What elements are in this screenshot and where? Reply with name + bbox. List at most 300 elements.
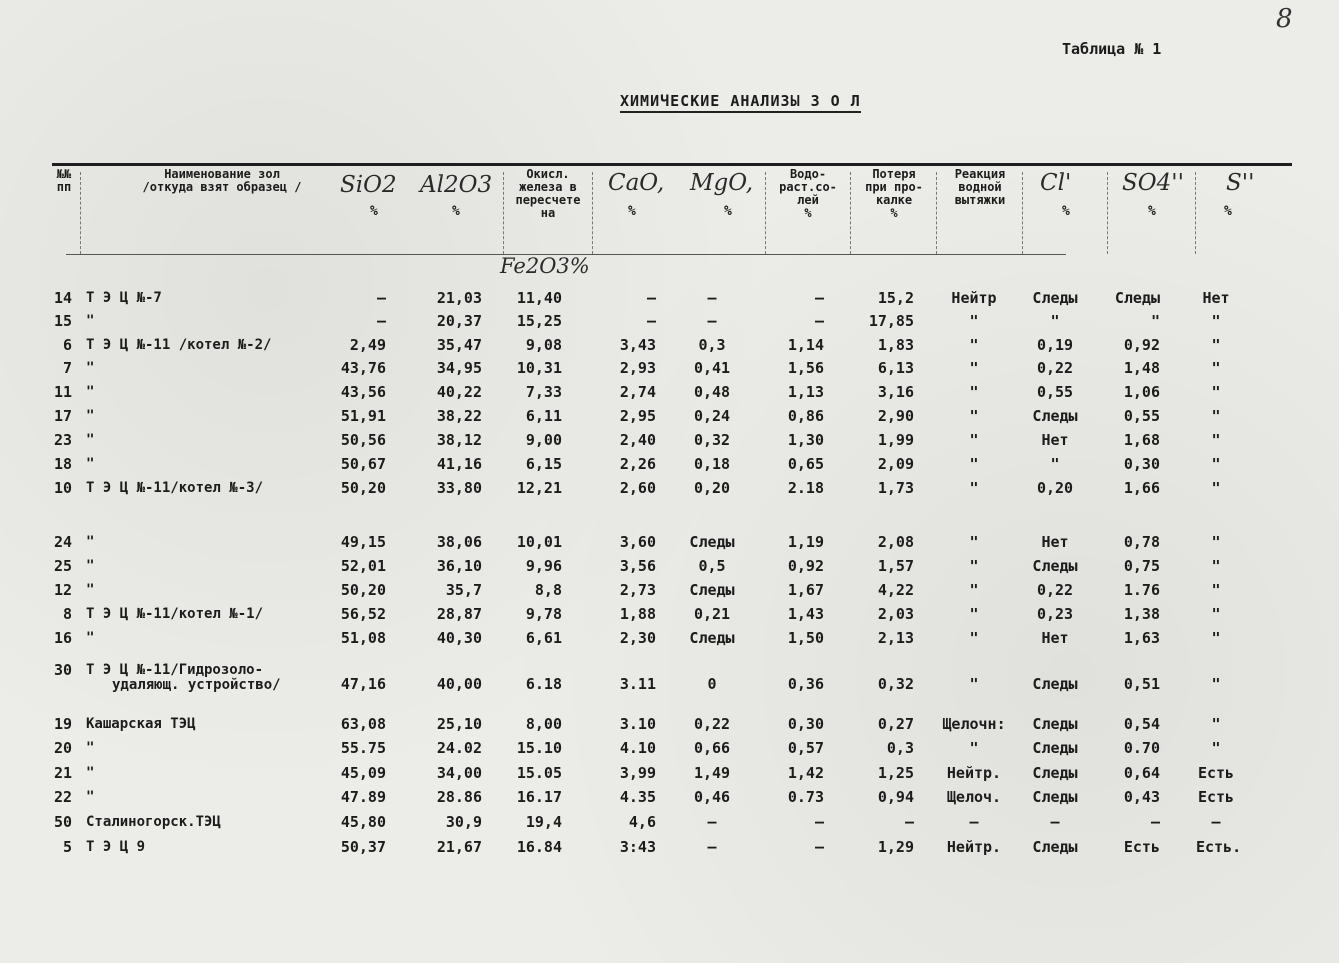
cell-num: 7: [62, 359, 72, 377]
cell-al2o3: 28.86: [436, 788, 482, 806]
cell-name: ": [86, 630, 95, 646]
cell-sio2: 56,52: [340, 605, 386, 623]
cell-cao: 2,74: [619, 383, 656, 401]
cell-name: ": [86, 740, 95, 756]
cell-soluble: 0,65: [787, 455, 824, 473]
cell-s: ": [1211, 533, 1221, 551]
cell-fe: 16.17: [516, 788, 562, 806]
cell-cao: 3,99: [619, 764, 656, 782]
cell-name: Кашарская ТЭЦ: [86, 716, 196, 732]
cell-al2o3: 25,10: [436, 715, 482, 733]
cell-sio2: 50,37: [340, 838, 386, 856]
cell-reaction: ": [969, 312, 979, 330]
cell-so4: 0,30: [1123, 455, 1160, 473]
cell-soluble: 1,56: [787, 359, 824, 377]
cell-soluble: 1,50: [787, 629, 824, 647]
cell-sio2: 47.89: [340, 788, 386, 806]
cell-sio2: 63,08: [340, 715, 386, 733]
header-separator: [1107, 172, 1109, 254]
cell-reaction: ": [969, 431, 979, 449]
cell-name: ": [86, 360, 95, 376]
cell-reaction: —: [969, 813, 979, 831]
pct-s: %: [1224, 204, 1232, 219]
cell-al2o3: 21,67: [436, 838, 482, 856]
cell-s: ": [1211, 336, 1221, 354]
cell-sio2: 2,49: [349, 336, 386, 354]
table-row: [0, 762, 1339, 784]
cell-al2o3: 20,37: [436, 312, 482, 330]
cell-soluble: 1,43: [787, 605, 824, 623]
cell-s: Есть: [1197, 788, 1235, 806]
cell-s: Нет: [1202, 289, 1230, 307]
cell-mgo: 0,5: [698, 557, 726, 575]
cell-cao: 3,60: [619, 533, 656, 551]
cell-name: ": [86, 408, 95, 424]
cell-loss: 1,57: [877, 557, 914, 575]
header-separator: [592, 172, 594, 254]
cell-loss: 17,85: [868, 312, 914, 330]
cell-reaction: ": [969, 479, 979, 497]
header-al2o3: Al2O3: [420, 172, 493, 198]
cell-cl: Следы: [1032, 764, 1078, 782]
cell-mgo: Следы: [689, 629, 735, 647]
cell-cao: —: [646, 289, 656, 307]
cell-cao: 3.11: [619, 675, 656, 693]
cell-num: 25: [53, 557, 72, 575]
cell-sio2: —: [376, 289, 386, 307]
header-separator: [1022, 172, 1024, 254]
cell-num: 17: [53, 407, 72, 425]
cell-soluble: —: [814, 838, 824, 856]
table-row: [0, 786, 1339, 808]
cell-reaction: ": [969, 383, 979, 401]
cell-s: ": [1211, 431, 1221, 449]
cell-name: ": [86, 432, 95, 448]
cell-cl: Следы: [1032, 289, 1078, 307]
cell-soluble: 1,19: [787, 533, 824, 551]
cell-num: 24: [53, 533, 72, 551]
table-row: [0, 659, 1339, 693]
cell-s: ": [1211, 605, 1221, 623]
cell-num: 11: [53, 383, 72, 401]
cell-sio2: 50,56: [340, 431, 386, 449]
cell-so4: 0,64: [1123, 764, 1160, 782]
cell-cao: 3,43: [619, 336, 656, 354]
cell-name: Сталиногорск.ТЭЦ: [86, 814, 221, 830]
cell-soluble: 0,57: [787, 739, 824, 757]
table-row: [0, 627, 1339, 649]
cell-reaction: ": [969, 739, 979, 757]
cell-mgo: Следы: [689, 581, 735, 599]
cell-num: 50: [53, 813, 72, 831]
header-name: Наименование зол /откуда взят образец /: [142, 167, 302, 194]
header-so4: SO4'': [1122, 170, 1184, 196]
cell-reaction: ": [969, 336, 979, 354]
cell-al2o3: 40,22: [436, 383, 482, 401]
cell-num: 21: [53, 764, 72, 782]
cell-soluble: 2.18: [787, 479, 824, 497]
cell-sio2: 49,15: [340, 533, 386, 551]
header-separator: [80, 172, 82, 254]
cell-cao: 2,93: [619, 359, 656, 377]
cell-fe: 7,33: [525, 383, 562, 401]
cell-cao: —: [646, 312, 656, 330]
cell-cl: ": [1050, 312, 1060, 330]
cell-so4: 0,92: [1123, 336, 1160, 354]
cell-sio2: 45,09: [340, 764, 386, 782]
cell-cao: 3.10: [619, 715, 656, 733]
cell-reaction: ": [969, 557, 979, 575]
cell-fe: 11,40: [516, 289, 562, 307]
cell-al2o3: 38,06: [436, 533, 482, 551]
cell-loss: 1,99: [877, 431, 914, 449]
table-row: [0, 381, 1339, 403]
table-label: Таблица № 1: [1062, 40, 1162, 58]
cell-num: 5: [62, 838, 72, 856]
cell-num: 22: [53, 788, 72, 806]
cell-s: ": [1211, 407, 1221, 425]
cell-name: ": [86, 582, 95, 598]
cell-s: ": [1211, 479, 1221, 497]
cell-cl: 0,55: [1036, 383, 1074, 401]
cell-fe: 8,00: [525, 715, 562, 733]
cell-soluble: —: [814, 312, 824, 330]
cell-cl: Следы: [1032, 838, 1078, 856]
cell-cao: 2,30: [619, 629, 656, 647]
table-row: [0, 737, 1339, 759]
cell-cl: Следы: [1032, 407, 1078, 425]
header-s: S'': [1226, 170, 1255, 196]
table-row: [0, 287, 1339, 309]
cell-reaction: ": [969, 629, 979, 647]
cell-al2o3: 33,80: [436, 479, 482, 497]
cell-name: ": [86, 765, 95, 781]
cell-al2o3: 30,9: [445, 813, 482, 831]
cell-soluble: 1,13: [787, 383, 824, 401]
cell-soluble: 1,30: [787, 431, 824, 449]
cell-num: 18: [53, 455, 72, 473]
cell-name: Т Э Ц №-7: [86, 290, 162, 306]
cell-sio2: 55.75: [340, 739, 386, 757]
header-cao: CaO,: [608, 170, 665, 196]
cell-al2o3: 36,10: [436, 557, 482, 575]
cell-mgo: 0,18: [693, 455, 731, 473]
cell-soluble: —: [814, 289, 824, 307]
cell-fe: 16.84: [516, 838, 562, 856]
cell-s: ": [1211, 739, 1221, 757]
cell-soluble: 0,30: [787, 715, 824, 733]
cell-so4: 1,63: [1123, 629, 1160, 647]
cell-mgo: 0,3: [698, 336, 726, 354]
table-row: [0, 836, 1339, 858]
cell-fe: 9,96: [525, 557, 562, 575]
cell-s: —: [1211, 813, 1221, 831]
cell-fe: 6,15: [525, 455, 562, 473]
cell-fe: 10,31: [516, 359, 562, 377]
header-num: №№ пп: [56, 167, 72, 194]
cell-mgo: 0,46: [693, 788, 731, 806]
cell-cl: —: [1050, 813, 1060, 831]
cell-reaction: ": [969, 407, 979, 425]
cell-so4: 1,68: [1123, 431, 1160, 449]
cell-loss: 2,08: [877, 533, 914, 551]
cell-soluble: —: [814, 813, 824, 831]
cell-name-continued: удаляющ. устройство/: [112, 677, 281, 693]
cell-reaction: Щелочн:: [942, 715, 1006, 733]
cell-loss: 1,83: [877, 336, 914, 354]
cell-al2o3: 41,16: [436, 455, 482, 473]
header-separator: [765, 172, 767, 254]
cell-fe: 8,8: [534, 581, 562, 599]
cell-reaction: ": [969, 533, 979, 551]
cell-reaction: Нейтр.: [946, 764, 1002, 782]
cell-sio2: 51,91: [340, 407, 386, 425]
header-loss: Потеря при про- калке %: [865, 167, 923, 220]
cell-so4: —: [1150, 813, 1160, 831]
cell-cao: 2,73: [619, 581, 656, 599]
cell-al2o3: 40,30: [436, 629, 482, 647]
cell-al2o3: 24.02: [436, 739, 482, 757]
cell-cl: Нет: [1041, 431, 1069, 449]
pct-mgo: %: [724, 204, 732, 219]
cell-mgo: 0,20: [693, 479, 731, 497]
cell-so4: 1.76: [1123, 581, 1160, 599]
cell-fe: 12,21: [516, 479, 562, 497]
cell-loss: 15,2: [877, 289, 914, 307]
cell-sio2: 43,76: [340, 359, 386, 377]
cell-cl: Следы: [1032, 675, 1078, 693]
cell-sio2: 50,20: [340, 581, 386, 599]
cell-fe: 10,01: [516, 533, 562, 551]
cell-s: Есть.: [1196, 838, 1242, 856]
cell-sio2: 47,16: [340, 675, 386, 693]
header-cl: Cl': [1040, 170, 1072, 196]
cell-mgo: 0,48: [693, 383, 731, 401]
cell-sio2: 50,67: [340, 455, 386, 473]
cell-cao: 4.35: [619, 788, 656, 806]
cell-cl: Следы: [1032, 557, 1078, 575]
cell-cl: Следы: [1032, 739, 1078, 757]
cell-loss: 1,25: [877, 764, 914, 782]
cell-reaction: ": [969, 359, 979, 377]
cell-cao: 4,6: [628, 813, 656, 831]
cell-loss: 0,27: [877, 715, 914, 733]
cell-num: 14: [53, 289, 72, 307]
cell-loss: 0,3: [886, 739, 914, 757]
cell-soluble: 0,36: [787, 675, 824, 693]
cell-name: ": [86, 558, 95, 574]
cell-s: ": [1211, 715, 1221, 733]
cell-reaction: ": [969, 675, 979, 693]
cell-cl: Следы: [1032, 788, 1078, 806]
cell-so4: 0,43: [1123, 788, 1160, 806]
cell-sio2: 45,80: [340, 813, 386, 831]
cell-loss: 2,03: [877, 605, 914, 623]
cell-fe: 19,4: [525, 813, 562, 831]
cell-mgo: 0,24: [693, 407, 731, 425]
header-mgo: MgO,: [690, 170, 754, 196]
cell-so4: ": [1150, 312, 1160, 330]
header-reaction: Реакция водной вытяжки: [954, 167, 1006, 207]
cell-reaction: ": [969, 581, 979, 599]
cell-cl: 0,23: [1036, 605, 1074, 623]
cell-s: ": [1211, 312, 1221, 330]
header-sio2: SiO2: [340, 172, 397, 198]
cell-reaction: ": [969, 455, 979, 473]
cell-cao: 1,88: [619, 605, 656, 623]
cell-num: 8: [62, 605, 72, 623]
cell-reaction: ": [969, 605, 979, 623]
table-row: [0, 310, 1339, 332]
cell-al2o3: 38,22: [436, 407, 482, 425]
cell-so4: 0,51: [1123, 675, 1160, 693]
pct-so4: %: [1148, 204, 1156, 219]
cell-cao: 2,95: [619, 407, 656, 425]
cell-name: ": [86, 789, 95, 805]
cell-loss: 2,13: [877, 629, 914, 647]
cell-num: 30: [53, 661, 72, 679]
cell-mgo: 0,32: [693, 431, 731, 449]
cell-s: Есть: [1197, 764, 1235, 782]
table-row: [0, 713, 1339, 735]
table-row: [0, 405, 1339, 427]
table-row: [0, 555, 1339, 577]
cell-s: ": [1211, 629, 1221, 647]
cell-mgo: Следы: [689, 533, 735, 551]
cell-mgo: 0,21: [693, 605, 731, 623]
cell-fe: 9,00: [525, 431, 562, 449]
cell-fe: 6.18: [525, 675, 562, 693]
cell-cl: 0,19: [1036, 336, 1074, 354]
cell-so4: 1,66: [1123, 479, 1160, 497]
cell-name: Т Э Ц №-11/Гидрозоло-: [86, 662, 264, 678]
cell-reaction: Щелоч.: [946, 788, 1002, 806]
cell-mgo: —: [707, 838, 717, 856]
cell-loss: 1,29: [877, 838, 914, 856]
table-row: [0, 811, 1339, 833]
cell-al2o3: 34,95: [436, 359, 482, 377]
cell-fe: 15,25: [516, 312, 562, 330]
table-row: [0, 357, 1339, 379]
cell-al2o3: 21,03: [436, 289, 482, 307]
cell-so4: 0,78: [1123, 533, 1160, 551]
cell-mgo: 0,22: [693, 715, 731, 733]
cell-loss: 6,13: [877, 359, 914, 377]
cell-s: ": [1211, 557, 1221, 575]
pct-sio2: %: [370, 204, 378, 219]
cell-sio2: 43,56: [340, 383, 386, 401]
cell-so4: 0,75: [1123, 557, 1160, 575]
cell-num: 19: [53, 715, 72, 733]
cell-so4: 1,38: [1123, 605, 1160, 623]
cell-soluble: 1,67: [787, 581, 824, 599]
document-title: ХИМИЧЕСКИЕ АНАЛИЗЫ З О Л: [620, 92, 861, 113]
table-row: [0, 579, 1339, 601]
cell-soluble: 0.73: [787, 788, 824, 806]
cell-cl: 0,20: [1036, 479, 1074, 497]
cell-so4: 0,55: [1123, 407, 1160, 425]
cell-loss: 0,94: [877, 788, 914, 806]
cell-so4: Следы: [1114, 289, 1160, 307]
table-row: [0, 477, 1339, 499]
cell-cl: Следы: [1032, 715, 1078, 733]
cell-fe: 9,78: [525, 605, 562, 623]
cell-cao: 2,26: [619, 455, 656, 473]
cell-cao: 2,60: [619, 479, 656, 497]
cell-fe: 6,61: [525, 629, 562, 647]
cell-cao: 3,56: [619, 557, 656, 575]
header-fe-handwritten: Fe2O3%: [500, 254, 590, 278]
cell-mgo: 0,41: [693, 359, 731, 377]
cell-cao: 3:43: [619, 838, 656, 856]
cell-loss: 4,22: [877, 581, 914, 599]
cell-num: 20: [53, 739, 72, 757]
cell-name: Т Э Ц №-11/котел №-1/: [86, 606, 264, 622]
cell-reaction: Нейтр.: [946, 838, 1002, 856]
pct-cl: %: [1062, 204, 1070, 219]
cell-fe: 15.10: [516, 739, 562, 757]
cell-name: ": [86, 384, 95, 400]
cell-sio2: 52,01: [340, 557, 386, 575]
header-soluble: Водо- раст.со- лей %: [779, 167, 837, 220]
header-top-rule: [52, 163, 1292, 166]
header-separator: [850, 172, 852, 254]
cell-num: 15: [53, 312, 72, 330]
cell-cl: Нет: [1041, 629, 1069, 647]
cell-cao: 4.10: [619, 739, 656, 757]
cell-s: ": [1211, 383, 1221, 401]
cell-mgo: 0: [707, 675, 717, 693]
cell-so4: 0.70: [1123, 739, 1160, 757]
cell-soluble: 1,42: [787, 764, 824, 782]
cell-mgo: 0,66: [693, 739, 731, 757]
cell-cl: Нет: [1041, 533, 1069, 551]
pct-cao: %: [628, 204, 636, 219]
cell-num: 6: [62, 336, 72, 354]
cell-num: 12: [53, 581, 72, 599]
table-row: [0, 429, 1339, 451]
cell-num: 16: [53, 629, 72, 647]
cell-sio2: 50,20: [340, 479, 386, 497]
cell-cl: ": [1050, 455, 1060, 473]
cell-loss: 2,90: [877, 407, 914, 425]
cell-sio2: —: [376, 312, 386, 330]
cell-name: ": [86, 456, 95, 472]
cell-reaction: Нейтр: [951, 289, 997, 307]
cell-so4: 0,54: [1123, 715, 1160, 733]
cell-fe: 15.05: [516, 764, 562, 782]
cell-fe: 6,11: [525, 407, 562, 425]
cell-so4: 1,48: [1123, 359, 1160, 377]
cell-soluble: 1,14: [787, 336, 824, 354]
cell-loss: —: [904, 813, 914, 831]
cell-soluble: 0,92: [787, 557, 824, 575]
table-row: [0, 531, 1339, 553]
cell-al2o3: 35,47: [436, 336, 482, 354]
cell-name: Т Э Ц 9: [86, 839, 146, 855]
cell-s: ": [1211, 581, 1221, 599]
cell-name: Т Э Ц №-11 /котел №-2/: [86, 337, 272, 353]
cell-num: 23: [53, 431, 72, 449]
cell-soluble: 0,86: [787, 407, 824, 425]
cell-mgo: —: [707, 312, 717, 330]
cell-cl: 0,22: [1036, 581, 1074, 599]
cell-al2o3: 35,7: [445, 581, 482, 599]
table-row: [0, 603, 1339, 625]
cell-cao: 2,40: [619, 431, 656, 449]
cell-name: ": [86, 534, 95, 550]
table-row: [0, 334, 1339, 356]
